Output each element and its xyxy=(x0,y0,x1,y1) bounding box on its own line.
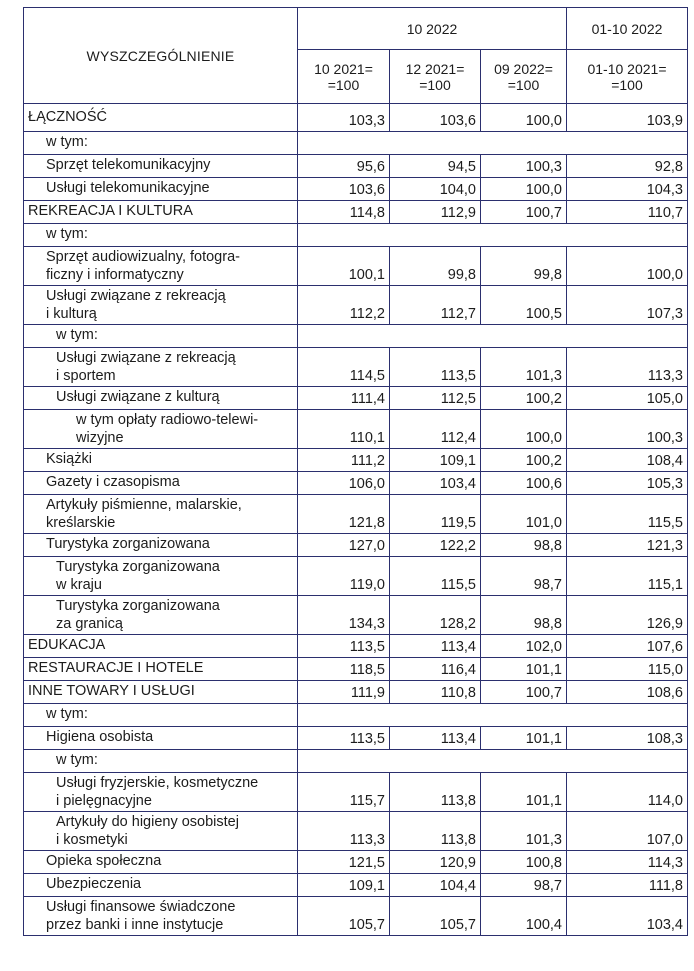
index-value: 116,4 xyxy=(390,658,481,681)
index-value: 98,8 xyxy=(481,596,567,635)
index-value: 104,4 xyxy=(390,874,481,897)
index-value: 115,1 xyxy=(567,557,688,596)
row-label: Opieka społeczna xyxy=(24,851,298,874)
index-value: 98,7 xyxy=(481,557,567,596)
row-label: REKREACJA I KULTURA xyxy=(24,201,298,224)
index-value: 100,0 xyxy=(481,104,567,132)
index-value: 112,5 xyxy=(390,387,481,410)
index-value: 98,7 xyxy=(481,874,567,897)
index-value: 100,7 xyxy=(481,201,567,224)
index-value: 115,5 xyxy=(567,495,688,534)
index-value: 122,2 xyxy=(390,534,481,557)
index-value: 113,4 xyxy=(390,727,481,750)
table-row xyxy=(24,247,688,286)
row-label: w tym: xyxy=(24,325,298,348)
index-value: 100,2 xyxy=(481,387,567,410)
index-value: 100,6 xyxy=(481,472,567,495)
row-label: w tym opłaty radiowo-telewi- wizyjne xyxy=(24,410,298,449)
category-row xyxy=(24,658,688,681)
index-value: 101,1 xyxy=(481,727,567,750)
table-row xyxy=(24,596,688,635)
price-index-table xyxy=(23,7,688,936)
table-row xyxy=(24,812,688,851)
row-label: Gazety i czasopisma xyxy=(24,472,298,495)
index-value: 100,5 xyxy=(481,286,567,325)
index-value: 134,3 xyxy=(298,596,390,635)
index-value: 114,5 xyxy=(298,348,390,387)
note-spacer xyxy=(298,750,688,773)
row-label: w tym: xyxy=(24,132,298,155)
note-spacer xyxy=(298,132,688,155)
index-value: 114,0 xyxy=(567,773,688,812)
index-value: 118,5 xyxy=(298,658,390,681)
index-value: 99,8 xyxy=(390,247,481,286)
index-value: 103,4 xyxy=(567,897,688,936)
col-header: 10 2021= =100 xyxy=(298,50,390,104)
index-value: 104,3 xyxy=(567,178,688,201)
index-value: 101,0 xyxy=(481,495,567,534)
row-label: Artykuły do higieny osobistej i kosmetyki xyxy=(24,812,298,851)
index-value: 94,5 xyxy=(390,155,481,178)
row-label: Higiena osobista xyxy=(24,727,298,750)
index-value: 101,3 xyxy=(481,812,567,851)
index-value: 105,0 xyxy=(567,387,688,410)
row-label: ŁĄCZNOŚĆ xyxy=(24,104,298,132)
index-value: 110,7 xyxy=(567,201,688,224)
index-value: 120,9 xyxy=(390,851,481,874)
row-label: INNE TOWARY I USŁUGI xyxy=(24,681,298,704)
stub-header: WYSZCZEGÓLNIENIE xyxy=(24,8,298,104)
row-label: Usługi związane z rekreacją i sportem xyxy=(24,348,298,387)
row-label: Usługi telekomunikacyjne xyxy=(24,178,298,201)
index-value: 113,8 xyxy=(390,773,481,812)
index-value: 100,1 xyxy=(298,247,390,286)
category-row xyxy=(24,104,688,132)
table-row xyxy=(24,773,688,812)
index-value: 112,2 xyxy=(298,286,390,325)
index-value: 100,2 xyxy=(481,449,567,472)
index-value: 109,1 xyxy=(390,449,481,472)
index-value: 105,7 xyxy=(298,897,390,936)
index-value: 100,3 xyxy=(567,410,688,449)
category-row xyxy=(24,681,688,704)
table-row xyxy=(24,410,688,449)
col-header: 01-10 2021= =100 xyxy=(567,50,688,104)
row-label: Usługi związane z kulturą xyxy=(24,387,298,410)
index-value: 115,5 xyxy=(390,557,481,596)
table-row xyxy=(24,851,688,874)
row-label: Usługi fryzjerskie, kosmetyczne i pielęgnacyjne xyxy=(24,773,298,812)
index-value: 108,3 xyxy=(567,727,688,750)
col-header: 09 2022= =100 xyxy=(481,50,567,104)
col-header: 12 2021= =100 xyxy=(390,50,481,104)
index-value: 114,8 xyxy=(298,201,390,224)
index-value: 101,3 xyxy=(481,348,567,387)
table-row xyxy=(24,557,688,596)
index-value: 111,4 xyxy=(298,387,390,410)
index-value: 112,4 xyxy=(390,410,481,449)
index-value: 107,3 xyxy=(567,286,688,325)
index-value: 100,7 xyxy=(481,681,567,704)
index-value: 121,3 xyxy=(567,534,688,557)
category-row xyxy=(24,635,688,658)
index-value: 100,0 xyxy=(481,410,567,449)
index-value: 106,0 xyxy=(298,472,390,495)
table-row xyxy=(24,495,688,534)
index-value: 119,0 xyxy=(298,557,390,596)
table-body xyxy=(24,104,688,936)
note-row xyxy=(24,325,688,348)
table-row xyxy=(24,286,688,325)
table-row xyxy=(24,897,688,936)
row-label: Sprzęt audiowizualny, fotogra- ficzny i informatyczny xyxy=(24,247,298,286)
row-label: RESTAURACJE I HOTELE xyxy=(24,658,298,681)
table-row xyxy=(24,727,688,750)
index-value: 121,5 xyxy=(298,851,390,874)
index-value: 103,9 xyxy=(567,104,688,132)
index-value: 126,9 xyxy=(567,596,688,635)
table-row xyxy=(24,178,688,201)
group-header-10-2022: 10 2022 xyxy=(298,8,567,50)
row-label: w tym: xyxy=(24,224,298,247)
index-value: 101,1 xyxy=(481,773,567,812)
index-value: 113,8 xyxy=(390,812,481,851)
row-label: Artykuły piśmienne, malarskie, kreślarskie xyxy=(24,495,298,534)
index-value: 127,0 xyxy=(298,534,390,557)
row-label: Sprzęt telekomunikacyjny xyxy=(24,155,298,178)
table-row xyxy=(24,534,688,557)
index-value: 128,2 xyxy=(390,596,481,635)
note-row xyxy=(24,132,688,155)
index-value: 105,3 xyxy=(567,472,688,495)
index-value: 115,7 xyxy=(298,773,390,812)
row-label: EDUKACJA xyxy=(24,635,298,658)
row-label: Turystyka zorganizowana za granicą xyxy=(24,596,298,635)
index-value: 100,0 xyxy=(567,247,688,286)
index-value: 113,4 xyxy=(390,635,481,658)
row-label: Turystyka zorganizowana xyxy=(24,534,298,557)
index-value: 100,3 xyxy=(481,155,567,178)
index-value: 114,3 xyxy=(567,851,688,874)
index-value: 99,8 xyxy=(481,247,567,286)
index-value: 119,5 xyxy=(390,495,481,534)
index-value: 110,8 xyxy=(390,681,481,704)
note-row xyxy=(24,224,688,247)
index-value: 100,0 xyxy=(481,178,567,201)
row-label: Ubezpieczenia xyxy=(24,874,298,897)
index-value: 100,4 xyxy=(481,897,567,936)
row-label: Usługi związane z rekreacją i kulturą xyxy=(24,286,298,325)
index-value: 107,6 xyxy=(567,635,688,658)
index-value: 101,1 xyxy=(481,658,567,681)
row-label: Usługi finansowe świadczone przez banki i inne instytucje xyxy=(24,897,298,936)
index-value: 102,0 xyxy=(481,635,567,658)
table-row xyxy=(24,387,688,410)
index-value: 110,1 xyxy=(298,410,390,449)
group-header-01-10-2022: 01-10 2022 xyxy=(567,8,688,50)
index-value: 111,2 xyxy=(298,449,390,472)
index-value: 103,3 xyxy=(298,104,390,132)
index-value: 100,8 xyxy=(481,851,567,874)
index-value: 113,5 xyxy=(298,727,390,750)
index-value: 108,4 xyxy=(567,449,688,472)
index-value: 113,5 xyxy=(298,635,390,658)
index-value: 107,0 xyxy=(567,812,688,851)
index-value: 95,6 xyxy=(298,155,390,178)
category-row xyxy=(24,201,688,224)
note-spacer xyxy=(298,224,688,247)
index-value: 112,7 xyxy=(390,286,481,325)
index-value: 112,9 xyxy=(390,201,481,224)
index-value: 113,3 xyxy=(298,812,390,851)
index-value: 108,6 xyxy=(567,681,688,704)
index-value: 103,4 xyxy=(390,472,481,495)
row-label: Książki xyxy=(24,449,298,472)
table-row xyxy=(24,874,688,897)
index-value: 105,7 xyxy=(390,897,481,936)
index-value: 103,6 xyxy=(390,104,481,132)
note-row xyxy=(24,704,688,727)
table-row xyxy=(24,472,688,495)
index-value: 98,8 xyxy=(481,534,567,557)
index-value: 111,9 xyxy=(298,681,390,704)
index-value: 121,8 xyxy=(298,495,390,534)
row-label: w tym: xyxy=(24,704,298,727)
note-spacer xyxy=(298,704,688,727)
row-label: w tym: xyxy=(24,750,298,773)
index-value: 92,8 xyxy=(567,155,688,178)
index-value: 103,6 xyxy=(298,178,390,201)
note-row xyxy=(24,750,688,773)
index-value: 115,0 xyxy=(567,658,688,681)
index-value: 113,5 xyxy=(390,348,481,387)
index-value: 104,0 xyxy=(390,178,481,201)
table-row xyxy=(24,155,688,178)
row-label: Turystyka zorganizowana w kraju xyxy=(24,557,298,596)
table-row xyxy=(24,348,688,387)
index-value: 109,1 xyxy=(298,874,390,897)
index-value: 111,8 xyxy=(567,874,688,897)
note-spacer xyxy=(298,325,688,348)
index-value: 113,3 xyxy=(567,348,688,387)
table-row xyxy=(24,449,688,472)
